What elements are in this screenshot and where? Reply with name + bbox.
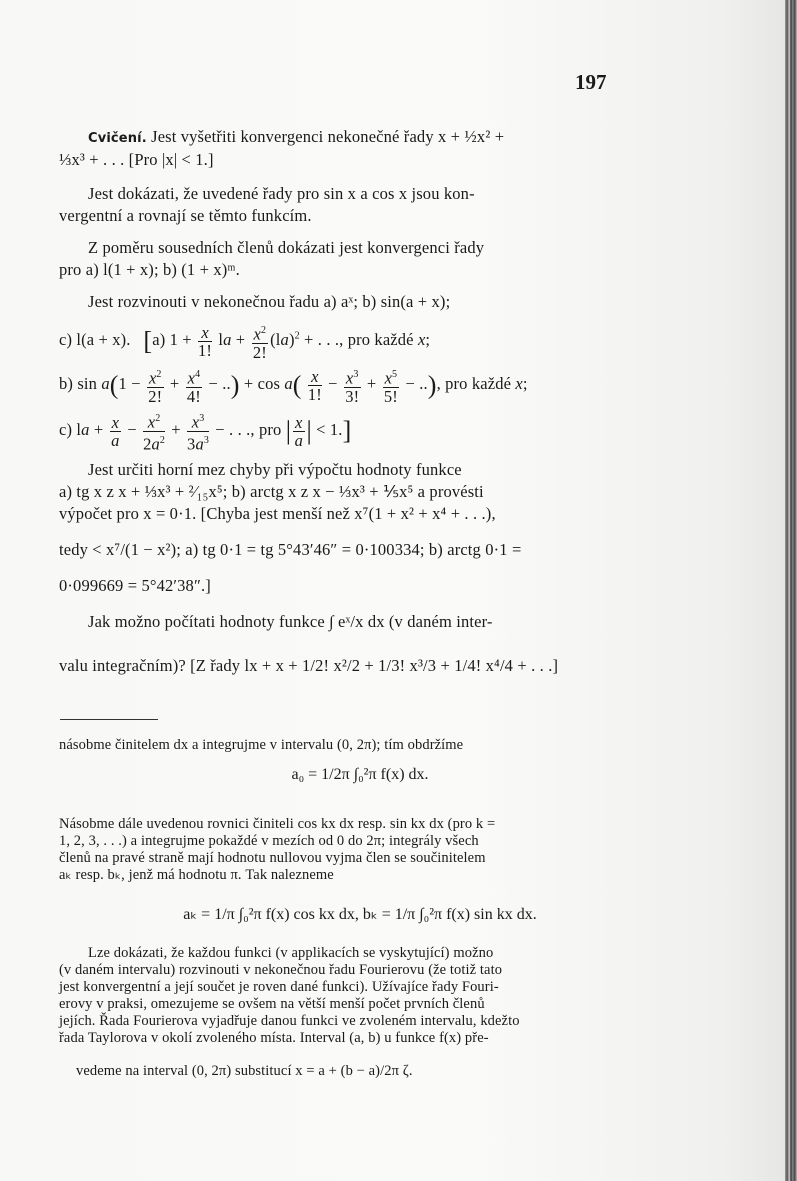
- exercise-4-line-1: Jest rozvinouti v nekonečnou řadu a) aˣ; b) sin(a + x);: [88, 292, 451, 311]
- exercise-6-line-2: valu integračním)? [Z řady lx + x + 1/2! x²/2 + 1/3! x³/3 + 1/4! x⁴/4 + . . .]: [59, 656, 559, 675]
- footnote-para-3-line-5: jejích. Řada Fourierova vyjadřuje danou funkci ve zvoleném intervalu, kdežto: [59, 1013, 520, 1029]
- exercise-1-line-1: [59, 127, 644, 149]
- footnote-para-2-line-1: Násobme dále uvedenou rovnici činiteli cos kx dx resp. sin kx dx (pro k =: [59, 816, 496, 832]
- exercise-4-part-c: c) l(a + x).: [59, 330, 131, 350]
- pro-kazde-label: pro každé: [445, 374, 512, 394]
- exercise-3-line-2: pro a) l(1 + x); b) (1 + x)ᵐ.: [59, 260, 240, 279]
- page-number: 197: [575, 70, 607, 94]
- exercise-5-line-4: tedy < x⁷/(1 − x²); a) tg 0·1 = tg 5°43′46″ = 0·100334; b) arctg 0·1 =: [59, 540, 522, 559]
- exercise-6-line-1: Jak možno počítati hodnoty funkce ∫ eˣ/x dx (v daném inter-: [88, 612, 493, 631]
- footnote-para-3-line-6: řada Taylorova v okolí zvoleného místa. Interval (a, b) u funkce f(x) pře-: [59, 1030, 489, 1046]
- exercise-4-answer-c: c) la + $\frac{x}{a}$ − $\frac{x^2}{2a^2}$ + $\frac{x^3}{3a^3}$ − . . ., pro | $\frac{x}{a}$ | < 1.]: [59, 410, 615, 452]
- exercise-5-line-2: a) tg x z x + ⅓x³ + ²⁄₁₅x⁵; b) arctg x z x − ⅓x³ + ⅕x⁵ a provésti: [59, 482, 484, 501]
- equation-ak-bk: aₖ = 1/π ∫₀²π f(x) cos kx dx, bₖ = 1/π ∫₀²π f(x) sin kx dx.: [183, 906, 537, 923]
- pro-kazde-label: pro každé: [347, 330, 414, 350]
- exercise-4-answer-b: b) sin a(1 − $\frac{x^2}{2!}$ + $\frac{x^4}{4!}$ − ..) + cos a( $\frac{x}{1!}$ − $\frac{x^3}{3!}$ + $\frac{x^5}{5!}$ − ..), pro každé x;: [59, 366, 528, 406]
- exercise-5-line-1: Jest určiti horní mez chyby při výpočtu hodnoty funkce: [88, 460, 462, 479]
- exercises-heading: Cvičení.: [88, 131, 147, 146]
- footnote-para-3-line-7: vedeme na interval (0, 2π) substitucí x = a + (b − a)/2π ζ.: [76, 1063, 413, 1079]
- footnote-para-2-line-2: 1, 2, 3, . . .) a integrujme pokaždé v mezích od 0 do 2π; integrály všech: [59, 833, 479, 849]
- page-binding-edge: [785, 0, 797, 1181]
- footnote-para-3-line-4: erovy v praksi, omezujeme se ovšem na větší menší počet prvních členů: [59, 996, 485, 1012]
- exercise-1-line-2: ⅓x³ + . . . [Pro |x| < 1.]: [59, 150, 214, 169]
- equation-a0: a₀ = 1/2π ∫₀²π f(x) dx.: [291, 766, 429, 783]
- footnote-para-2-line-4: aₖ resp. bₖ, jenž má hodnotu π. Tak nalezneme: [59, 867, 334, 883]
- exercise-2-line-2: vergentní a rovnají se těmto funkcím.: [59, 206, 312, 225]
- exercise-3-line-1: Z poměru sousedních členů dokázati jest konvergenci řady: [88, 238, 485, 257]
- footnote-para-2-line-3: členů na pravé straně mají hodnotu nullovou vyjma člen se součinitelem: [59, 850, 486, 866]
- exercise-4-answer-a: c) l(a + x). [a) 1 + $\frac{x}{1!}$ la + $\frac{x^2}{2!}$ (la)$^2$ + . . ., pro každé x;: [59, 322, 431, 362]
- footnote-para-3-line-2: (v daném intervalu) rozvinouti v nekonečnou řadu Fourierovu (že totiž tato: [59, 962, 503, 978]
- pro-label: pro: [258, 419, 282, 439]
- exercise-5-line-5: 0·099669 = 5°42′38″.]: [59, 576, 211, 595]
- footnote-para-1: násobme činitelem dx a integrujme v intervalu (0, 2π); tím obdržíme: [59, 737, 464, 753]
- footnote-para-3-line-3: jest konvergentní a její součet je roven dané funkci). Užívajíce řady Fouri-: [59, 979, 499, 995]
- footnote-separator: [60, 719, 158, 720]
- exercise-1-text: Jest vyšetřiti konvergenci nekonečné řady x + ½x² +: [151, 127, 505, 146]
- exercise-5-line-3: výpočet pro x = 0·1. [Chyba jest menší než x⁷(1 + x² + x⁴ + . . .),: [59, 504, 496, 523]
- exercise-2-line-1: Jest dokázati, že uvedené řady pro sin x a cos x jsou kon-: [88, 184, 475, 203]
- footnote-para-3-line-1: Lze dokázati, že každou funkci (v applikacích se vyskytující) možno: [88, 945, 494, 961]
